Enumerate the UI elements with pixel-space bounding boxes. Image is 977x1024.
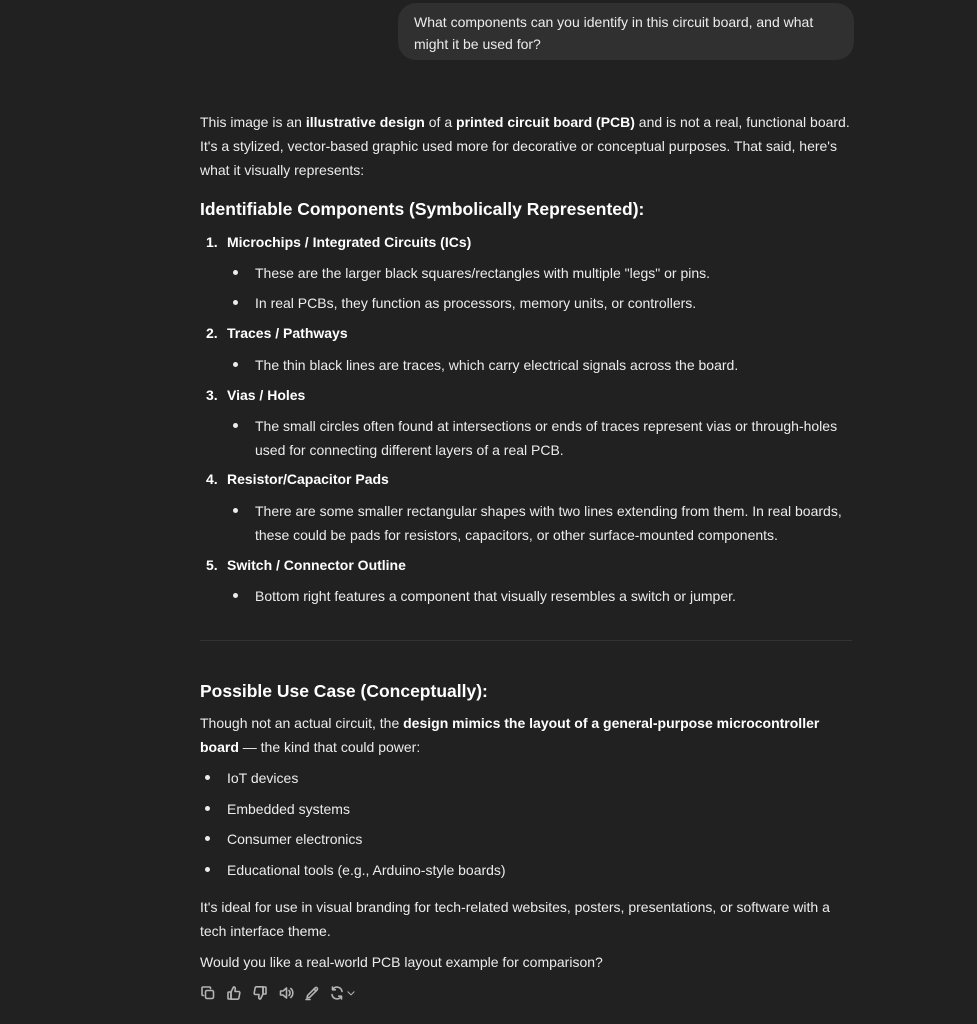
bullet-dot	[205, 836, 210, 841]
list-item: IoT devices	[227, 770, 299, 786]
edit-icon	[304, 985, 320, 1001]
thumbs-down-icon	[252, 985, 268, 1001]
good-response-button[interactable]	[224, 983, 244, 1003]
list-item: Bottom right features a component that visually resembles a switch or jumper.	[255, 588, 736, 604]
list-item: Consumer electronics	[227, 831, 363, 847]
bullet-dot	[233, 300, 238, 305]
chevron-down-icon	[346, 988, 356, 998]
follow-up-question: Would you like a real-world PCB layout example for comparison?	[200, 954, 603, 970]
bullet-dot	[205, 775, 210, 780]
list-item: Embedded systems	[227, 801, 350, 817]
regenerate-button[interactable]	[328, 983, 356, 1003]
bullet-dot	[233, 362, 238, 367]
list-item: These are the larger black squares/rectangles with multiple "legs" or pins.	[255, 265, 711, 281]
bad-response-button[interactable]	[250, 983, 270, 1003]
read-aloud-icon	[278, 985, 294, 1001]
bullet-dot	[205, 867, 210, 872]
user-message-bubble	[398, 3, 854, 60]
closing-paragraph: It's ideal for use in visual branding for tech-related websites, posters, presentations, or software with a tech interface theme.	[200, 899, 830, 939]
message-actions	[198, 983, 356, 1003]
bullet-dot	[205, 806, 210, 811]
list-item: Educational tools (e.g., Arduino-style boards)	[227, 862, 506, 878]
bullet-dot	[233, 270, 238, 275]
use-case-intro: Though not an actual circuit, the design mimics the layout of a general-purpose microcontroller board — the kind that could power:	[200, 715, 820, 755]
components-heading: Identifiable Components (Symbolically Represented):	[200, 199, 645, 219]
list-item: In real PCBs, they function as processors, memory units, or controllers.	[255, 295, 697, 311]
regenerate-icon	[329, 985, 345, 1001]
user-message-text: What components can you identify in this circuit board, and what might it be used for?	[414, 14, 814, 52]
bullet-dot	[233, 508, 238, 513]
list-item: The small circles often found at intersections or ends of traces represent vias or through-holes used for connecting different layers of a real PCB.	[255, 418, 838, 458]
list-item: The thin black lines are traces, which carry electrical signals across the board.	[255, 357, 739, 373]
use-case-heading: Possible Use Case (Conceptually):	[200, 681, 488, 701]
section-divider	[200, 640, 852, 641]
copy-button[interactable]	[198, 983, 218, 1003]
edit-button[interactable]	[302, 983, 322, 1003]
intro-paragraph: This image is an illustrative design of a printed circuit board (PCB) and is not a real, functional board. It's a stylized, vector-based graphic used more for decorative or conceptual purposes. That said, here's what it visually represents:	[200, 114, 850, 178]
bullet-dot	[233, 593, 238, 598]
bullet-dot	[233, 423, 238, 428]
copy-icon	[200, 985, 216, 1001]
read-aloud-button[interactable]	[276, 983, 296, 1003]
thumbs-up-icon	[226, 985, 242, 1001]
list-item: There are some smaller rectangular shapes with two lines extending from them. In real boards, these could be pads for resistors, capacitors, or other surface-mounted components.	[255, 503, 842, 543]
